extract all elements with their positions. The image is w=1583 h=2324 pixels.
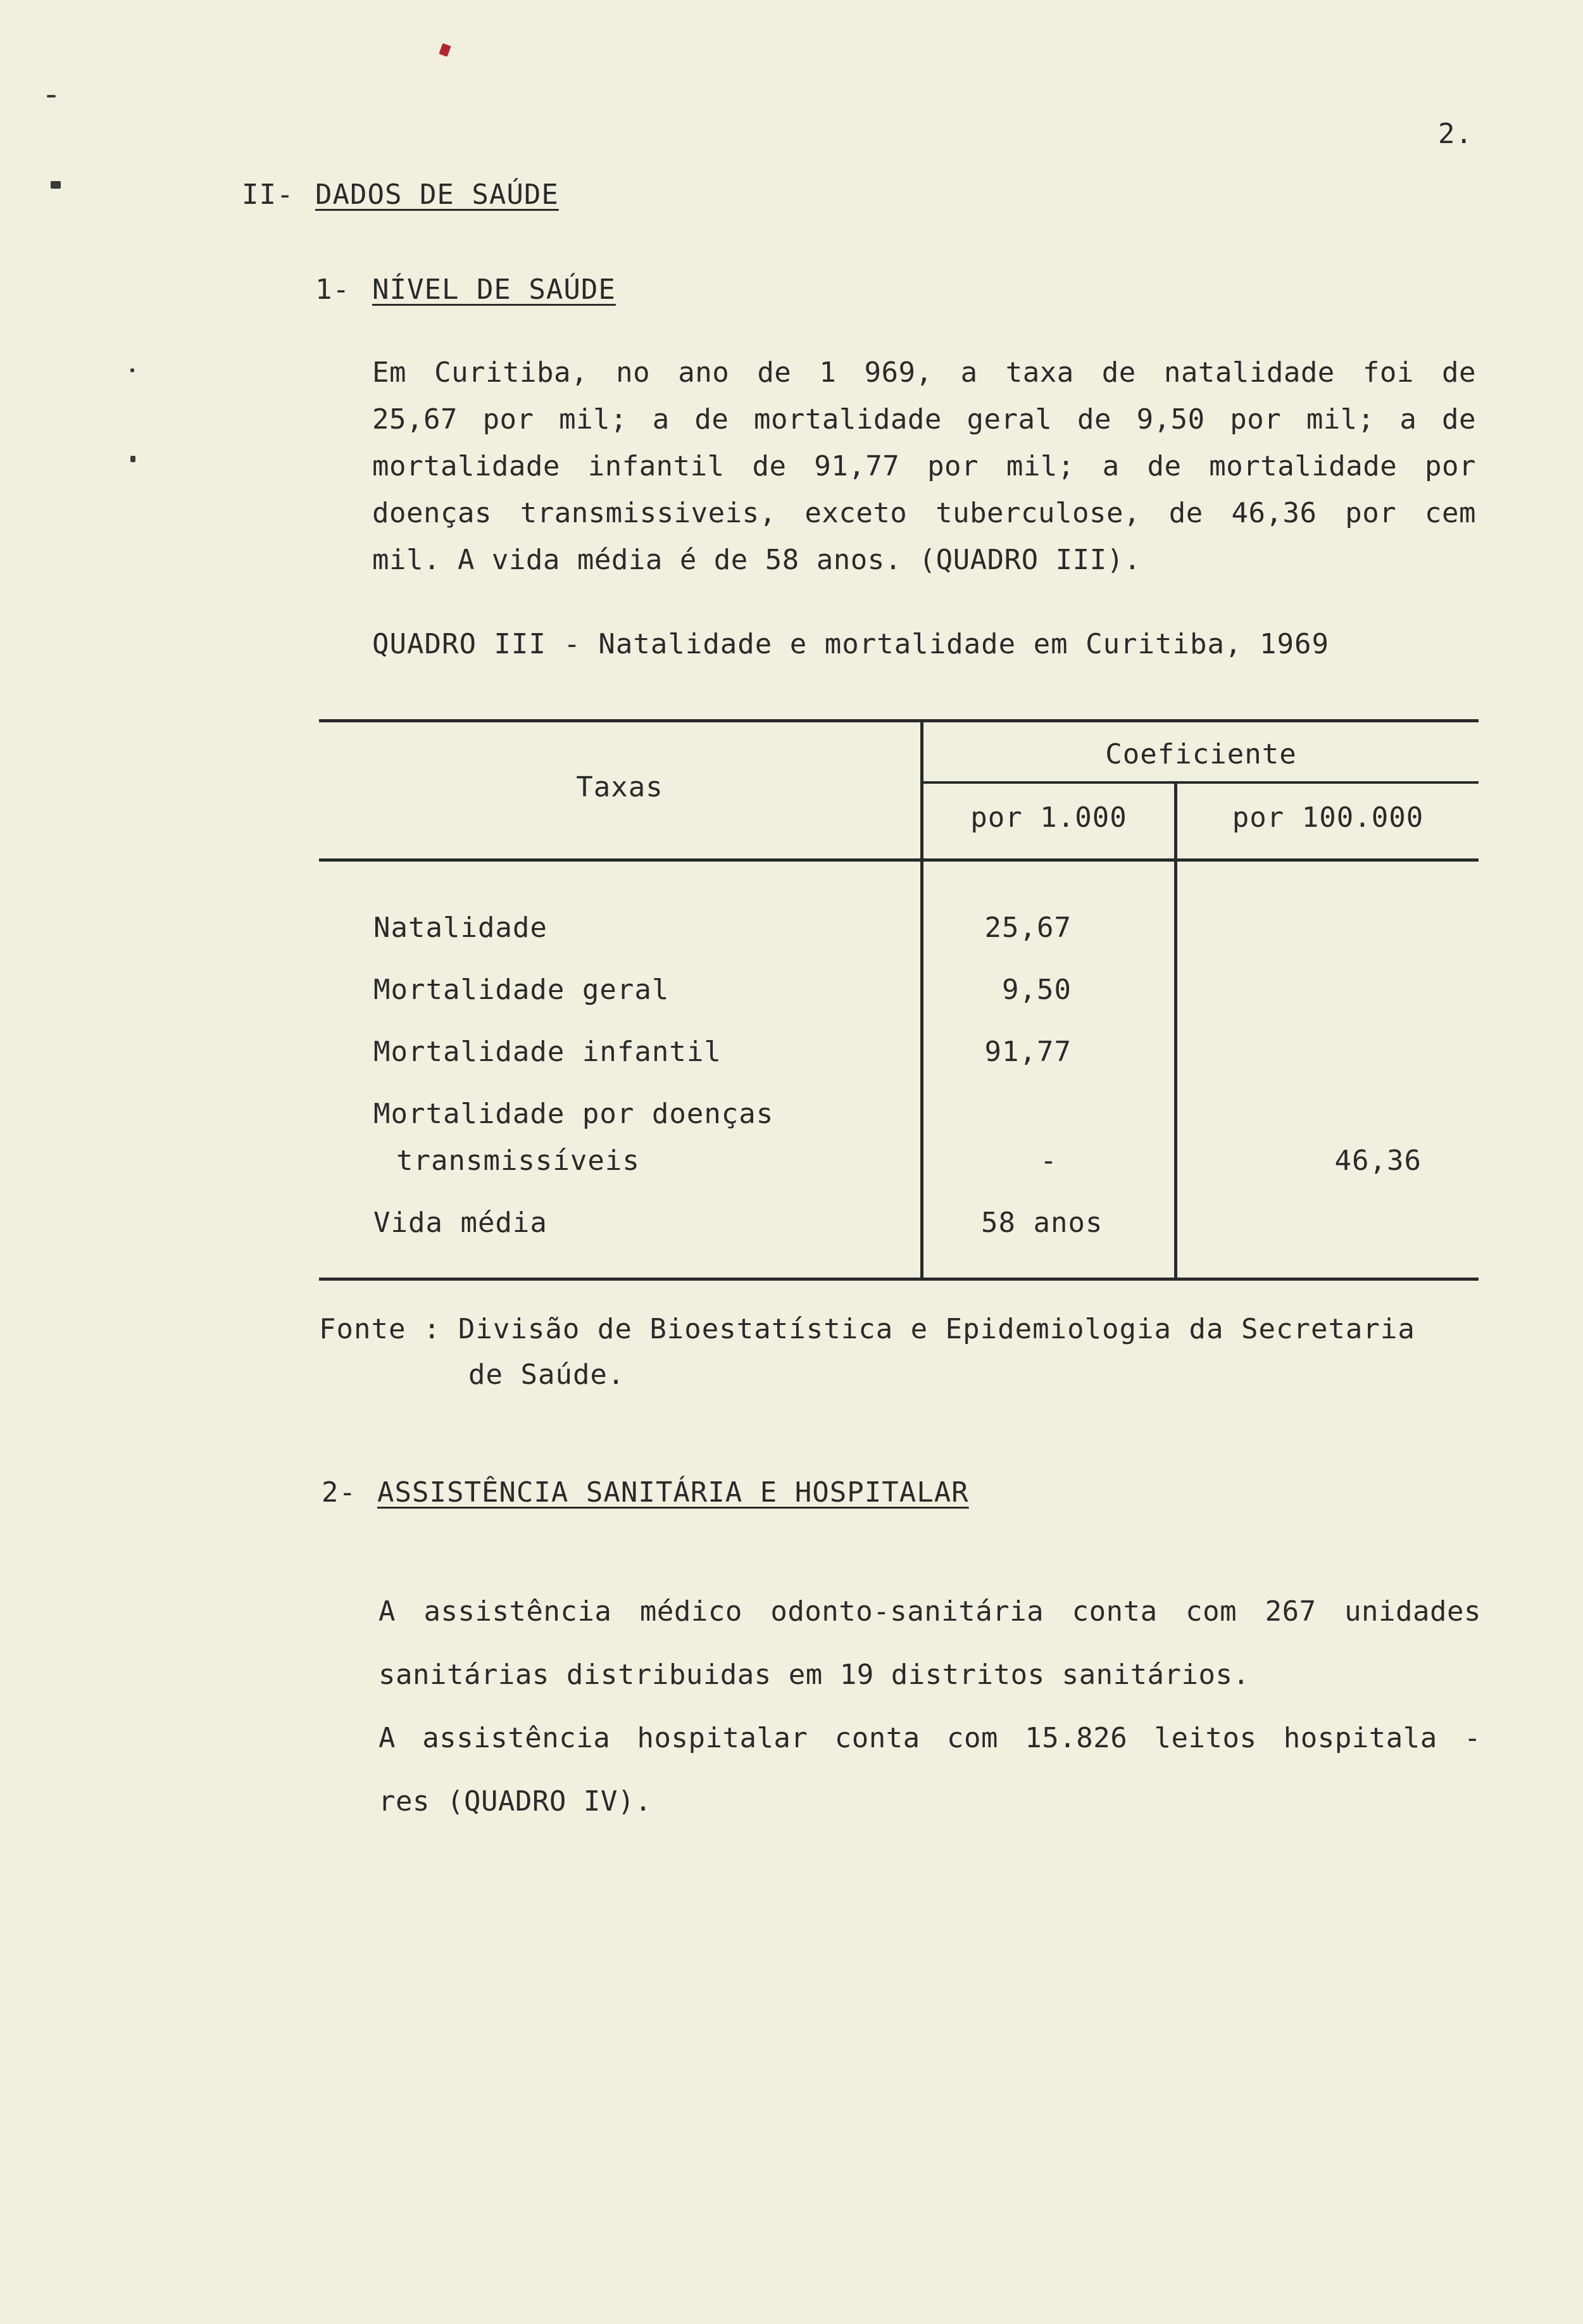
paragraph-line: 25,67 por mil; a de mortalidade geral de 9,50 por mil; a de [372, 403, 1476, 436]
table-header-per-hundred-thousand: por 100.000 [1232, 801, 1424, 834]
table-top-rule [319, 719, 1479, 722]
table-header-bottom-rule [319, 858, 1479, 862]
table-header-subrule [920, 781, 1479, 784]
table-header-coeficiente: Coeficiente [1105, 738, 1297, 770]
table-cell-value: 25,67 [984, 912, 1072, 944]
paragraph-health-level [372, 349, 1476, 584]
subsection-title: ASSISTÊNCIA SANITÁRIA E HOSPITALAR [377, 1476, 969, 1509]
section-title: DADOS DE SAÚDE [315, 179, 559, 211]
table-bottom-rule [319, 1278, 1479, 1281]
table-cell-value: 9,50 [1002, 974, 1072, 1006]
paragraph-line: doenças transmissiveis, exceto tuberculose, de 46,36 por cem [372, 497, 1476, 529]
table-row-label-continued: transmissíveis [396, 1145, 640, 1177]
table-caption: QUADRO III - Natalidade e mortalidade em Curitiba, 1969 [372, 628, 1329, 660]
paragraph-line: sanitárias distribuidas em 19 distritos sanitários. [379, 1659, 1250, 1691]
table-source: Fonte : Divisão de Bioestatística e Epidemiologia da Secretaria [319, 1313, 1415, 1345]
margin-mark [51, 181, 61, 189]
paragraph-line: A assistência médico odonto-sanitária conta com 267 unidades [379, 1595, 1481, 1628]
table-header-per-thousand: por 1.000 [970, 801, 1127, 834]
table-row-label: Mortalidade por doenças [373, 1098, 774, 1130]
subsection-number: 2- [322, 1476, 356, 1509]
table-header-taxas: Taxas [576, 771, 663, 803]
table-cell-value: 46,36 [1334, 1145, 1422, 1177]
table-row-label: Natalidade [373, 912, 547, 944]
margin-mark [47, 95, 56, 97]
paragraph-line: mil. A vida média é de 58 anos. (QUADRO III). [372, 544, 1141, 576]
page-number: 2. [1438, 118, 1473, 150]
table-row-label: Vida média [373, 1207, 547, 1239]
paragraph-health-assistance [379, 1580, 1481, 1833]
table-source-continued: de Saúde. [468, 1359, 625, 1391]
margin-mark [130, 368, 134, 372]
subsection-number: 1- [315, 273, 350, 306]
paragraph-line: mortalidade infantil de 91,77 por mil; a de mortalidade por [372, 450, 1476, 482]
paragraph-line: res (QUADRO IV). [379, 1785, 652, 1818]
table-row-label: Mortalidade geral [373, 974, 670, 1006]
table-column-divider [1174, 784, 1177, 1279]
margin-mark [130, 456, 135, 462]
red-ink-mark [439, 43, 451, 57]
table-cell-value: 58 anos [981, 1207, 1103, 1239]
table-cell-value: - [1040, 1145, 1058, 1177]
table-row-label: Mortalidade infantil [373, 1036, 722, 1068]
subsection-title: NÍVEL DE SAÚDE [372, 273, 616, 306]
paragraph-line: Em Curitiba, no ano de 1 969, a taxa de natalidade foi de [372, 356, 1476, 389]
section-number: II- [242, 179, 294, 211]
table-cell-value: 91,77 [984, 1036, 1072, 1068]
paragraph-line: A assistência hospitalar conta com 15.826 leitos hospitala - [379, 1722, 1481, 1754]
